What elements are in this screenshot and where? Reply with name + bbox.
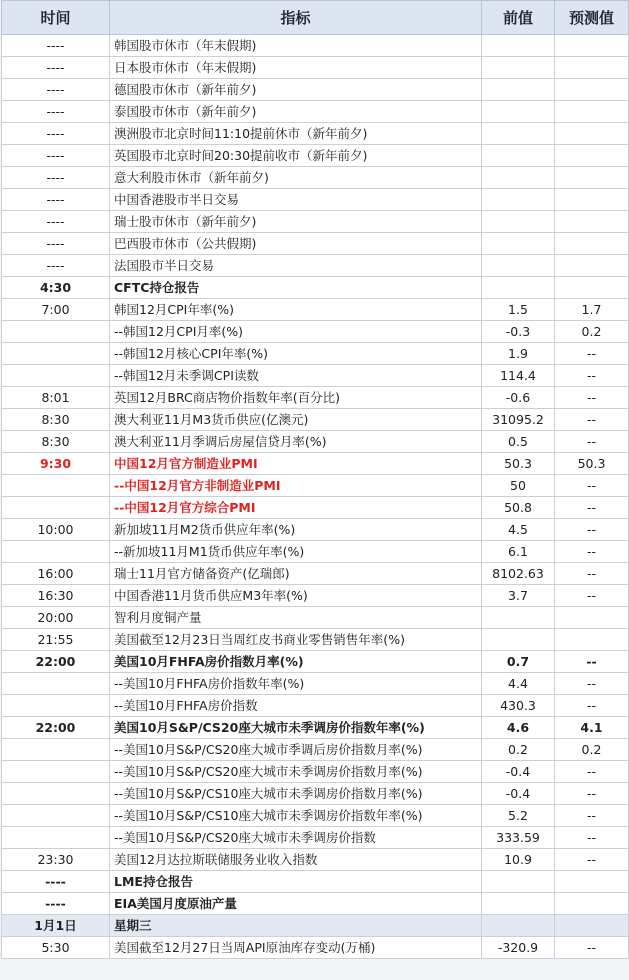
table-body bbox=[2, 35, 629, 959]
forecast-value-cell: -- bbox=[555, 937, 629, 959]
table-row bbox=[2, 123, 629, 145]
indicator-cell: 美国截至12月23日当周红皮书商业零售销售年率(%) bbox=[110, 629, 482, 651]
indicator-cell: 中国12月官方制造业PMI bbox=[110, 453, 482, 475]
time-cell bbox=[2, 343, 110, 365]
time-cell bbox=[2, 321, 110, 343]
previous-value-cell: 0.7 bbox=[482, 651, 555, 673]
previous-value-cell: 114.4 bbox=[482, 365, 555, 387]
indicator-cell: 英国股市北京时间20:30提前收市（新年前夕) bbox=[110, 145, 482, 167]
table-header bbox=[2, 1, 629, 35]
indicator-cell: 巴西股市休市（公共假期) bbox=[110, 233, 482, 255]
forecast-value-cell: 4.1 bbox=[555, 717, 629, 739]
previous-value-cell: 333.59 bbox=[482, 827, 555, 849]
table-row bbox=[2, 233, 629, 255]
table-row bbox=[2, 211, 629, 233]
header-indicator: 指标 bbox=[110, 1, 482, 35]
table-row bbox=[2, 607, 629, 629]
indicator-cell: CFTC持仓报告 bbox=[110, 277, 482, 299]
indicator-cell: --中国12月官方非制造业PMI bbox=[110, 475, 482, 497]
forecast-value-cell bbox=[555, 893, 629, 915]
time-cell: ---- bbox=[2, 255, 110, 277]
indicator-cell: LME持仓报告 bbox=[110, 871, 482, 893]
previous-value-cell bbox=[482, 277, 555, 299]
time-cell: ---- bbox=[2, 211, 110, 233]
time-cell bbox=[2, 365, 110, 387]
table-row bbox=[2, 277, 629, 299]
forecast-value-cell bbox=[555, 101, 629, 123]
table-row bbox=[2, 519, 629, 541]
indicator-cell: 澳洲股市北京时间11:10提前休市（新年前夕) bbox=[110, 123, 482, 145]
table-row bbox=[2, 673, 629, 695]
forecast-value-cell bbox=[555, 79, 629, 101]
table-row bbox=[2, 299, 629, 321]
forecast-value-cell bbox=[555, 871, 629, 893]
forecast-value-cell: -- bbox=[555, 541, 629, 563]
table-row bbox=[2, 409, 629, 431]
indicator-cell: 英国12月BRC商店物价指数年率(百分比) bbox=[110, 387, 482, 409]
previous-value-cell bbox=[482, 189, 555, 211]
indicator-cell: --中国12月官方综合PMI bbox=[110, 497, 482, 519]
time-cell bbox=[2, 695, 110, 717]
previous-value-cell: 1.5 bbox=[482, 299, 555, 321]
time-cell: ---- bbox=[2, 893, 110, 915]
table-row bbox=[2, 783, 629, 805]
table-row bbox=[2, 915, 629, 937]
indicator-cell: --美国10月S&P/CS20座大城市未季调房价指数月率(%) bbox=[110, 761, 482, 783]
time-cell: 10:00 bbox=[2, 519, 110, 541]
forecast-value-cell: -- bbox=[555, 695, 629, 717]
previous-value-cell: -0.4 bbox=[482, 783, 555, 805]
forecast-value-cell bbox=[555, 189, 629, 211]
time-cell bbox=[2, 673, 110, 695]
table-row bbox=[2, 453, 629, 475]
table-row bbox=[2, 497, 629, 519]
forecast-value-cell: -- bbox=[555, 409, 629, 431]
time-cell: 23:30 bbox=[2, 849, 110, 871]
previous-value-cell: 4.5 bbox=[482, 519, 555, 541]
forecast-value-cell bbox=[555, 255, 629, 277]
previous-value-cell: 6.1 bbox=[482, 541, 555, 563]
previous-value-cell bbox=[482, 233, 555, 255]
forecast-value-cell: -- bbox=[555, 497, 629, 519]
indicator-cell: --美国10月FHFA房价指数年率(%) bbox=[110, 673, 482, 695]
forecast-value-cell bbox=[555, 277, 629, 299]
forecast-value-cell: -- bbox=[555, 805, 629, 827]
previous-value-cell: 0.5 bbox=[482, 431, 555, 453]
forecast-value-cell: 50.3 bbox=[555, 453, 629, 475]
time-cell: ---- bbox=[2, 123, 110, 145]
forecast-value-cell bbox=[555, 233, 629, 255]
table-row bbox=[2, 849, 629, 871]
table-row bbox=[2, 717, 629, 739]
table-row bbox=[2, 35, 629, 57]
forecast-value-cell: -- bbox=[555, 519, 629, 541]
previous-value-cell: 5.2 bbox=[482, 805, 555, 827]
forecast-value-cell bbox=[555, 607, 629, 629]
indicator-cell: 法国股市半日交易 bbox=[110, 255, 482, 277]
indicator-cell: 日本股市休市（年末假期) bbox=[110, 57, 482, 79]
previous-value-cell: 50.8 bbox=[482, 497, 555, 519]
indicator-cell: 泰国股市休市（新年前夕) bbox=[110, 101, 482, 123]
table-row bbox=[2, 79, 629, 101]
forecast-value-cell bbox=[555, 35, 629, 57]
indicator-cell: --新加坡11月M1货币供应年率(%) bbox=[110, 541, 482, 563]
previous-value-cell bbox=[482, 101, 555, 123]
indicator-cell: 意大利股市休市（新年前夕) bbox=[110, 167, 482, 189]
time-cell bbox=[2, 739, 110, 761]
previous-value-cell bbox=[482, 145, 555, 167]
time-cell: 21:55 bbox=[2, 629, 110, 651]
forecast-value-cell: -- bbox=[555, 673, 629, 695]
table-row bbox=[2, 167, 629, 189]
forecast-value-cell bbox=[555, 167, 629, 189]
previous-value-cell: 50.3 bbox=[482, 453, 555, 475]
time-cell: 9:30 bbox=[2, 453, 110, 475]
forecast-value-cell: 1.7 bbox=[555, 299, 629, 321]
time-cell: ---- bbox=[2, 79, 110, 101]
header-time: 时间 bbox=[2, 1, 110, 35]
time-cell: ---- bbox=[2, 101, 110, 123]
forecast-value-cell: -- bbox=[555, 849, 629, 871]
indicator-cell: --韩国12月CPI月率(%) bbox=[110, 321, 482, 343]
table-row bbox=[2, 805, 629, 827]
time-cell bbox=[2, 805, 110, 827]
indicator-cell: 瑞士11月官方储备资产(亿瑞郎) bbox=[110, 563, 482, 585]
previous-value-cell: 1.9 bbox=[482, 343, 555, 365]
table-row bbox=[2, 739, 629, 761]
indicator-cell: --美国10月S&P/CS10座大城市未季调房价指数年率(%) bbox=[110, 805, 482, 827]
forecast-value-cell: 0.2 bbox=[555, 739, 629, 761]
header-previous: 前值 bbox=[482, 1, 555, 35]
table-row bbox=[2, 541, 629, 563]
time-cell: 8:01 bbox=[2, 387, 110, 409]
previous-value-cell: -0.3 bbox=[482, 321, 555, 343]
forecast-value-cell: -- bbox=[555, 387, 629, 409]
time-cell: ---- bbox=[2, 167, 110, 189]
table-row bbox=[2, 871, 629, 893]
indicator-cell: 韩国股市休市（年末假期) bbox=[110, 35, 482, 57]
forecast-value-cell: 0.2 bbox=[555, 321, 629, 343]
forecast-value-cell: -- bbox=[555, 343, 629, 365]
indicator-cell: --美国10月S&P/CS10座大城市未季调房价指数月率(%) bbox=[110, 783, 482, 805]
previous-value-cell: 3.7 bbox=[482, 585, 555, 607]
forecast-value-cell: -- bbox=[555, 761, 629, 783]
forecast-value-cell bbox=[555, 145, 629, 167]
time-cell bbox=[2, 541, 110, 563]
indicator-cell: 瑞士股市休市（新年前夕) bbox=[110, 211, 482, 233]
indicator-cell: --韩国12月未季调CPI读数 bbox=[110, 365, 482, 387]
time-cell bbox=[2, 827, 110, 849]
table-row bbox=[2, 101, 629, 123]
time-cell: ---- bbox=[2, 57, 110, 79]
table-row bbox=[2, 189, 629, 211]
forecast-value-cell bbox=[555, 629, 629, 651]
forecast-value-cell: -- bbox=[555, 475, 629, 497]
indicator-cell: --美国10月FHFA房价指数 bbox=[110, 695, 482, 717]
indicator-cell: 美国10月FHFA房价指数月率(%) bbox=[110, 651, 482, 673]
header-row bbox=[2, 1, 629, 35]
previous-value-cell bbox=[482, 57, 555, 79]
previous-value-cell bbox=[482, 167, 555, 189]
table-row bbox=[2, 57, 629, 79]
indicator-cell: 韩国12月CPI年率(%) bbox=[110, 299, 482, 321]
previous-value-cell: -320.9 bbox=[482, 937, 555, 959]
header-forecast: 预测值 bbox=[555, 1, 629, 35]
previous-value-cell: -0.4 bbox=[482, 761, 555, 783]
previous-value-cell: 4.4 bbox=[482, 673, 555, 695]
indicator-cell: --韩国12月核心CPI年率(%) bbox=[110, 343, 482, 365]
table-row bbox=[2, 145, 629, 167]
forecast-value-cell: -- bbox=[555, 563, 629, 585]
table-row bbox=[2, 585, 629, 607]
previous-value-cell bbox=[482, 893, 555, 915]
forecast-value-cell: -- bbox=[555, 585, 629, 607]
indicator-cell: 新加坡11月M2货币供应年率(%) bbox=[110, 519, 482, 541]
forecast-value-cell: -- bbox=[555, 365, 629, 387]
indicator-cell: 智利月度铜产量 bbox=[110, 607, 482, 629]
forecast-value-cell bbox=[555, 123, 629, 145]
table-row bbox=[2, 387, 629, 409]
forecast-value-cell: -- bbox=[555, 783, 629, 805]
previous-value-cell bbox=[482, 607, 555, 629]
indicator-cell: 德国股市休市（新年前夕) bbox=[110, 79, 482, 101]
table-row bbox=[2, 255, 629, 277]
previous-value-cell bbox=[482, 211, 555, 233]
previous-value-cell bbox=[482, 915, 555, 937]
table-row bbox=[2, 321, 629, 343]
previous-value-cell: 10.9 bbox=[482, 849, 555, 871]
previous-value-cell: 31095.2 bbox=[482, 409, 555, 431]
time-cell: ---- bbox=[2, 189, 110, 211]
indicator-cell: 澳大利亚11月季调后房屋信贷月率(%) bbox=[110, 431, 482, 453]
table-row bbox=[2, 563, 629, 585]
indicator-cell: 中国香港股市半日交易 bbox=[110, 189, 482, 211]
previous-value-cell bbox=[482, 35, 555, 57]
time-cell: 16:30 bbox=[2, 585, 110, 607]
forecast-value-cell bbox=[555, 915, 629, 937]
time-cell: ---- bbox=[2, 233, 110, 255]
forecast-value-cell bbox=[555, 211, 629, 233]
forecast-value-cell: -- bbox=[555, 651, 629, 673]
indicator-cell: 美国截至12月27日当周API原油库存变动(万桶) bbox=[110, 937, 482, 959]
table-row bbox=[2, 893, 629, 915]
time-cell: 20:00 bbox=[2, 607, 110, 629]
time-cell: ---- bbox=[2, 145, 110, 167]
forecast-value-cell bbox=[555, 57, 629, 79]
table-row bbox=[2, 365, 629, 387]
time-cell: 8:30 bbox=[2, 409, 110, 431]
table-row bbox=[2, 827, 629, 849]
time-cell bbox=[2, 497, 110, 519]
previous-value-cell: 50 bbox=[482, 475, 555, 497]
previous-value-cell bbox=[482, 123, 555, 145]
indicator-cell: 星期三 bbox=[110, 915, 482, 937]
time-cell: 16:00 bbox=[2, 563, 110, 585]
table-row bbox=[2, 651, 629, 673]
indicator-cell: 美国12月达拉斯联储服务业收入指数 bbox=[110, 849, 482, 871]
economic-calendar-table bbox=[1, 0, 629, 959]
time-cell bbox=[2, 475, 110, 497]
table-row bbox=[2, 343, 629, 365]
time-cell: 1月1日 bbox=[2, 915, 110, 937]
time-cell: ---- bbox=[2, 35, 110, 57]
forecast-value-cell: -- bbox=[555, 827, 629, 849]
previous-value-cell: -0.6 bbox=[482, 387, 555, 409]
table-row bbox=[2, 629, 629, 651]
forecast-value-cell: -- bbox=[555, 431, 629, 453]
previous-value-cell: 4.6 bbox=[482, 717, 555, 739]
indicator-cell: 美国10月S&P/CS20座大城市未季调房价指数年率(%) bbox=[110, 717, 482, 739]
time-cell: 7:00 bbox=[2, 299, 110, 321]
time-cell: 22:00 bbox=[2, 651, 110, 673]
indicator-cell: 中国香港11月货币供应M3年率(%) bbox=[110, 585, 482, 607]
table-row bbox=[2, 475, 629, 497]
time-cell: 5:30 bbox=[2, 937, 110, 959]
previous-value-cell: 0.2 bbox=[482, 739, 555, 761]
table-row bbox=[2, 761, 629, 783]
table-row bbox=[2, 695, 629, 717]
indicator-cell: EIA美国月度原油产量 bbox=[110, 893, 482, 915]
indicator-cell: 澳大利亚11月M3货币供应(亿澳元) bbox=[110, 409, 482, 431]
previous-value-cell: 430.3 bbox=[482, 695, 555, 717]
table-row bbox=[2, 431, 629, 453]
indicator-cell: --美国10月S&P/CS20座大城市季调后房价指数月率(%) bbox=[110, 739, 482, 761]
time-cell: ---- bbox=[2, 871, 110, 893]
previous-value-cell bbox=[482, 79, 555, 101]
previous-value-cell bbox=[482, 871, 555, 893]
previous-value-cell bbox=[482, 629, 555, 651]
time-cell bbox=[2, 761, 110, 783]
time-cell: 8:30 bbox=[2, 431, 110, 453]
time-cell: 4:30 bbox=[2, 277, 110, 299]
indicator-cell: --美国10月S&P/CS20座大城市未季调房价指数 bbox=[110, 827, 482, 849]
time-cell bbox=[2, 783, 110, 805]
previous-value-cell bbox=[482, 255, 555, 277]
time-cell: 22:00 bbox=[2, 717, 110, 739]
previous-value-cell: 8102.63 bbox=[482, 563, 555, 585]
table-row bbox=[2, 937, 629, 959]
